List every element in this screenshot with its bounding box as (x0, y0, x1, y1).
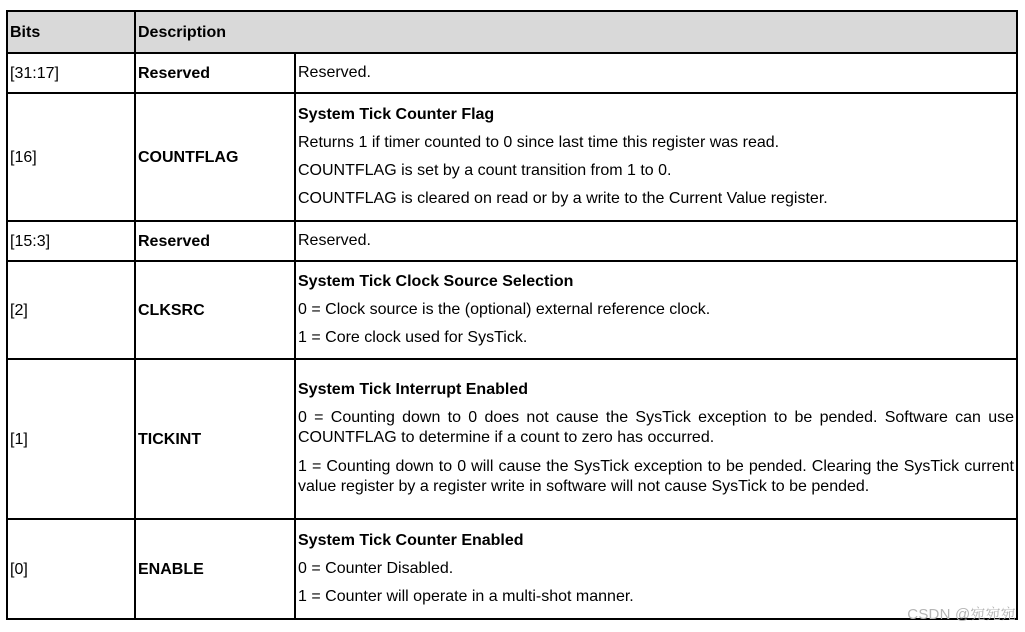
field-name-cell: COUNTFLAG (135, 93, 295, 221)
header-description: Description (135, 11, 1017, 53)
description-line: COUNTFLAG is cleared on read or by a write to the Current Value register. (298, 190, 828, 207)
description-line: 1 = Counter will operate in a multi-shot manner. (298, 588, 634, 605)
description-title: System Tick Interrupt Enabled (298, 381, 528, 398)
field-name-cell: ENABLE (135, 519, 295, 619)
table-row (7, 53, 1017, 93)
description-line: Reserved. (298, 232, 371, 249)
description-line: COUNTFLAG is set by a count transition from 1 to 0. (298, 162, 672, 179)
description-line: Returns 1 if timer counted to 0 since last time this register was read. (298, 134, 780, 151)
bits-cell: [0] (7, 519, 135, 619)
field-name-cell: TICKINT (135, 359, 295, 519)
bits-cell: [31:17] (7, 53, 135, 93)
table-row (7, 261, 1017, 359)
header-bits: Bits (7, 11, 135, 53)
description-line: 1 = Core clock used for SysTick. (298, 329, 528, 346)
description-cell (295, 93, 1017, 221)
description-cell (295, 359, 1017, 519)
bits-cell: [16] (7, 93, 135, 221)
description-title: System Tick Counter Enabled (298, 532, 524, 549)
description-cell (295, 261, 1017, 359)
description-line: 0 = Clock source is the (optional) external reference clock. (298, 301, 711, 318)
description-line: 0 = Counting down to 0 does not cause the SysTick exception to be pended. Software can use COUNTFLAG to determine if a count to zero has occurred. (298, 409, 1014, 446)
description-title: System Tick Counter Flag (298, 106, 495, 123)
field-name-cell: Reserved (135, 53, 295, 93)
description-cell (295, 221, 1017, 261)
field-name-cell: Reserved (135, 221, 295, 261)
header-row (7, 11, 1017, 53)
table-row (7, 519, 1017, 619)
table-row (7, 93, 1017, 221)
description-title: System Tick Clock Source Selection (298, 273, 574, 290)
field-name-cell: CLKSRC (135, 261, 295, 359)
bits-cell: [1] (7, 359, 135, 519)
bits-cell: [15:3] (7, 221, 135, 261)
description-line: 0 = Counter Disabled. (298, 560, 454, 577)
table-row (7, 359, 1017, 519)
register-table (6, 10, 1018, 620)
description-line: 1 = Counting down to 0 will cause the SysTick exception to be pended. Clearing the SysTick current value register by a register write in software will not cause SysTick to be pended. (298, 458, 1014, 495)
watermark: CSDN @宛宛宛 (907, 606, 1016, 623)
table-row (7, 221, 1017, 261)
description-cell (295, 53, 1017, 93)
description-line: Reserved. (298, 64, 371, 81)
bits-cell: [2] (7, 261, 135, 359)
